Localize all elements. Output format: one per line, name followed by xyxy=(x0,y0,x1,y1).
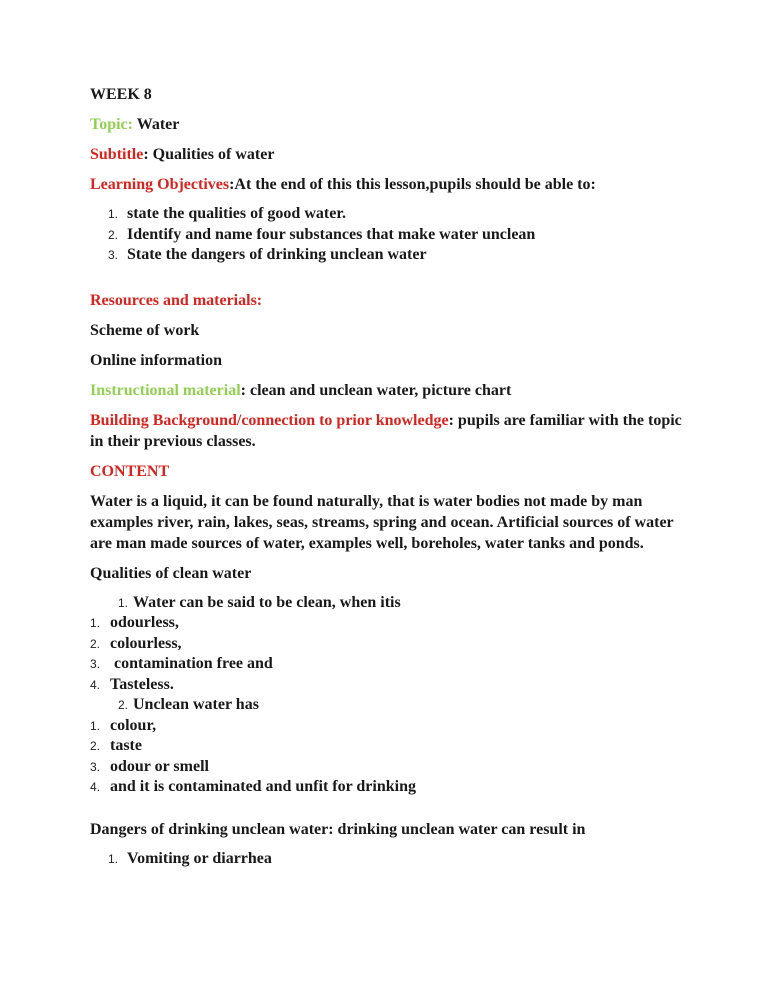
topic-line xyxy=(90,114,686,135)
instructional-material-line xyxy=(90,380,686,401)
topic-value: Water xyxy=(132,116,180,133)
learning-objectives-label: Learning Objectives xyxy=(90,176,230,193)
spacer xyxy=(90,275,686,290)
list-item xyxy=(90,716,686,737)
list-item xyxy=(90,634,686,655)
list-item xyxy=(90,695,686,716)
instructional-material-label: Instructional material xyxy=(90,381,241,399)
list-item xyxy=(90,736,686,757)
subtitle-value: : Qualities of water xyxy=(143,146,275,163)
list-item-number: 2. xyxy=(90,739,101,753)
list-item xyxy=(90,757,686,778)
learning-objectives-intro: :At the end of this this lesson,pupils should be able to: xyxy=(229,176,596,193)
list-item-text: odourless, xyxy=(110,614,179,631)
list-item-number: 3. xyxy=(108,248,119,262)
list-item-number: 3. xyxy=(90,657,101,671)
content-heading: CONTENT xyxy=(90,462,170,480)
list-item-number: 2. xyxy=(118,698,129,712)
list-item-number: 4. xyxy=(90,780,101,794)
learning-objectives-line xyxy=(90,174,686,195)
list-item-number: 2. xyxy=(108,227,119,242)
list-item-number: 2. xyxy=(90,636,101,651)
dangers-heading: Dangers of drinking unclean water: drinking unclean water can result in xyxy=(90,820,586,838)
list-item xyxy=(90,593,686,614)
list-item-number: 1. xyxy=(118,595,129,610)
list-item-text: Vomiting or diarrhea xyxy=(127,849,272,867)
resources-heading: Resources and materials: xyxy=(90,291,263,309)
list-item-text: and it is contaminated and unfit for drinking xyxy=(110,778,416,795)
qualities-heading: Qualities of clean water xyxy=(90,564,252,582)
instructional-material-value: : clean and unclean water, picture chart xyxy=(240,381,512,399)
list-item-text: Tasteless. xyxy=(110,675,174,693)
resource-item-scheme-of-work: Scheme of work xyxy=(90,321,200,339)
content-paragraph: Water is a liquid, it can be found naturally, that is water bodies not made by man examples river, rain, lakes, seas, streams, spring and ocean. Artificial sources of water are man made sources of water, examples well, boreholes, water tanks and ponds. xyxy=(90,492,678,552)
list-item xyxy=(90,225,686,246)
objectives-list xyxy=(90,204,686,266)
list-item-number: 4. xyxy=(90,677,101,692)
list-item-number: 1. xyxy=(90,616,101,630)
list-item-text: odour or smell xyxy=(110,757,209,775)
subtitle-label: Subtitle xyxy=(90,146,144,163)
list-item-number: 3. xyxy=(90,759,101,774)
list-item xyxy=(90,675,686,696)
week-heading: WEEK 8 xyxy=(90,86,152,103)
qualities-list xyxy=(90,593,686,798)
list-item-text: state the qualities of good water. xyxy=(127,205,346,222)
resource-item-online-information: Online information xyxy=(90,351,223,369)
list-item-number: 1. xyxy=(108,851,119,866)
building-background-line xyxy=(90,410,686,452)
topic-label: Topic: xyxy=(90,116,133,133)
list-item-text: Identify and name four substances that make water unclean xyxy=(127,225,536,243)
dangers-list xyxy=(90,849,686,870)
list-item-text: colourless, xyxy=(110,634,182,652)
list-item-text: taste xyxy=(110,737,142,754)
list-item-text: Water can be said to be clean, when itis xyxy=(133,593,401,611)
list-item xyxy=(90,245,686,266)
list-item xyxy=(90,777,686,798)
list-item xyxy=(90,654,686,675)
spacer xyxy=(90,807,686,819)
list-item-number: 1. xyxy=(90,718,101,733)
list-item-text: State the dangers of drinking unclean water xyxy=(127,246,427,263)
list-item xyxy=(90,849,686,870)
list-item xyxy=(90,613,686,634)
list-item-text: contamination free and xyxy=(110,655,273,672)
list-item-text: colour, xyxy=(110,716,157,734)
subtitle-line xyxy=(90,144,686,165)
list-item-number: 1. xyxy=(108,207,119,221)
building-background-label: Building Background/connection to prior knowledge xyxy=(90,411,449,429)
list-item-text: Unclean water has xyxy=(133,696,259,713)
list-item xyxy=(90,204,686,225)
building-background-value: : pupils are familiar with the topic in their previous classes. xyxy=(90,411,686,450)
